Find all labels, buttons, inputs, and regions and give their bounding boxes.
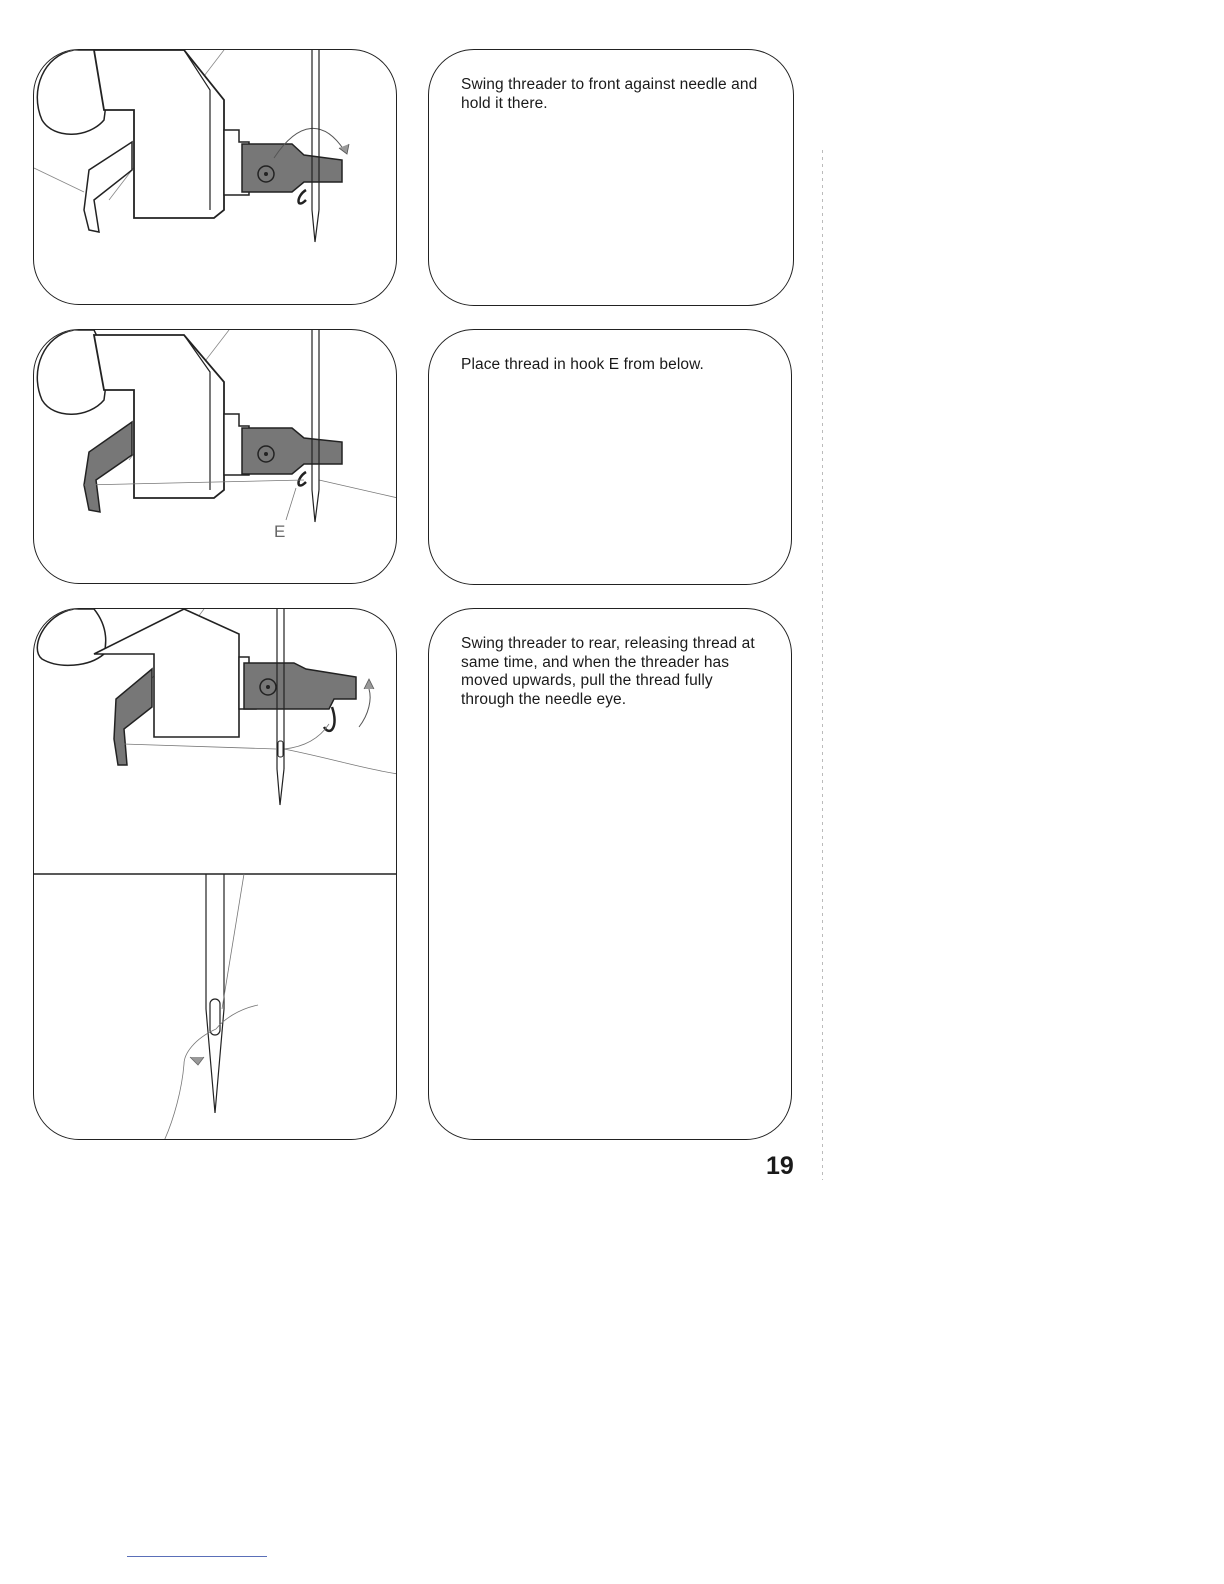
instruction-text-3: Swing threader to rear, releasing thread at same time, and when the threader has moved upwards, pull the thread fully through the needle eye. xyxy=(461,635,755,708)
hook-label: E xyxy=(274,522,286,541)
page-number: 19 xyxy=(766,1152,794,1180)
instruction-panel-3 xyxy=(428,608,792,1140)
threader-hook-illustration xyxy=(34,330,397,584)
illustration-panel-3 xyxy=(33,608,397,1140)
instruction-panel-1 xyxy=(428,49,794,306)
illustration-panel-2 xyxy=(33,329,397,584)
instruction-text-1: Swing threader to front against needle and hold it there. xyxy=(461,76,758,112)
threader-front-illustration xyxy=(34,50,397,305)
instruction-text-2: Place thread in hook E from below. xyxy=(461,356,704,373)
scan-edge-mark xyxy=(822,150,823,1180)
footer-rule xyxy=(127,1556,267,1557)
illustration-panel-1 xyxy=(33,49,397,305)
instruction-panel-2 xyxy=(428,329,792,585)
threader-rear-illustration xyxy=(34,609,397,1140)
